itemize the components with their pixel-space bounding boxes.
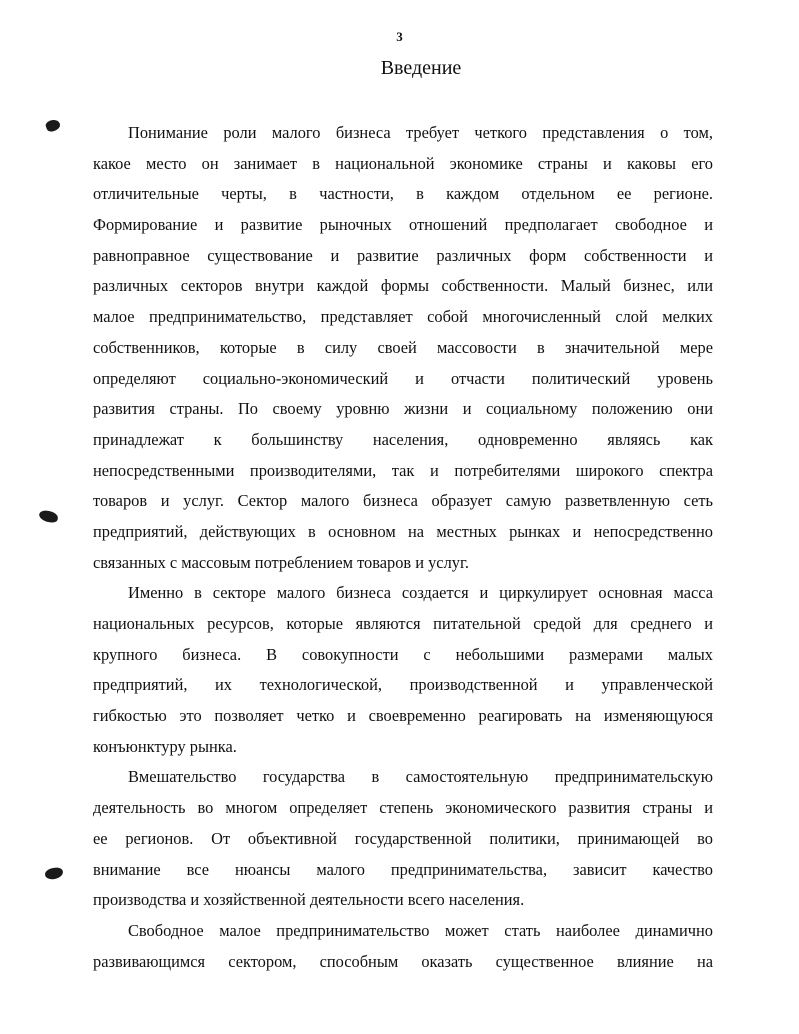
text-line: какое место он занимает в национальной экономике страны и каковы его: [93, 153, 713, 173]
text-line: внимание все нюансы малого предпринимательства, зависит качество: [93, 859, 713, 879]
ink-blot-decoration: [44, 867, 63, 880]
text-line: гибкостью это позволяет четко и своевременно реагировать на изменяющуюся: [93, 706, 713, 726]
text-line: товаров и услуг. Сектор малого бизнеса образует самую разветвленную сеть: [93, 491, 713, 511]
text-line: собственников, которые в силу своей массовости в значительной мере: [93, 337, 713, 357]
ink-blot-decoration: [45, 118, 62, 133]
text-line: национальных ресурсов, которые являются питательной средой для среднего и: [93, 614, 713, 633]
paragraph-3: [93, 762, 713, 915]
text-line: Понимание роли малого бизнеса требует четкого представления о том,: [128, 123, 713, 142]
text-line: предприятий, действующих в основном на местных рынках и непосредственно: [93, 521, 713, 541]
ink-blot-decoration: [38, 509, 59, 523]
text-line: равноправное существование и развитие различных форм собственности и: [93, 245, 713, 265]
text-line: деятельность во многом определяет степень экономического развития страны и: [93, 798, 713, 818]
text-line: определяют социально-экономический и отчасти политический уровень: [93, 368, 713, 388]
text-line: непосредственными производителями, так и потребителями широкого спектра: [93, 460, 713, 480]
text-line: принадлежат к большинству населения, одновременно являясь как: [93, 429, 713, 449]
text-line: развития страны. По своему уровню жизни и социальному положению они: [93, 399, 713, 419]
text-line: отличительные черты, в частности, в каждом отдельном ее регионе.: [93, 184, 713, 204]
text-line: Свободное малое предпринимательство может стать наиболее динамично: [128, 920, 713, 940]
text-line: Вмешательство государства в самостоятельную предпринимательскую: [128, 767, 713, 787]
page-number: 3: [396, 29, 403, 44]
paragraph-4: [93, 916, 713, 977]
text-line: Формирование и развитие рыночных отношений предполагает свободное и: [93, 215, 713, 235]
text-line: конъюнктуру рынка.: [93, 736, 237, 756]
text-line: ее регионов. От объективной государственной политики, принимающей во: [93, 828, 713, 848]
text-line: различных секторов внутри каждой формы собственности. Малый бизнес, или: [93, 276, 713, 296]
text-line: малое предпринимательство, представляет собой многочисленный слой мелких: [93, 307, 713, 327]
text-line: предприятий, их технологической, производственной и управленческой: [93, 675, 713, 695]
text-line: крупного бизнеса. В совокупности с небольшими размерами малых: [93, 644, 713, 664]
paragraph-1: [93, 118, 713, 578]
document-body: [93, 118, 713, 977]
text-line: развивающимся сектором, способным оказать существенное влияние на: [93, 951, 713, 971]
paragraph-2: [93, 578, 713, 762]
text-line: связанных с массовым потреблением товаров и услуг.: [93, 552, 469, 572]
text-line: производства и хозяйственной деятельности всего населения.: [93, 890, 525, 910]
page-title: Введение: [380, 57, 462, 79]
text-line: Именно в секторе малого бизнеса создается и циркулирует основная масса: [128, 583, 713, 603]
